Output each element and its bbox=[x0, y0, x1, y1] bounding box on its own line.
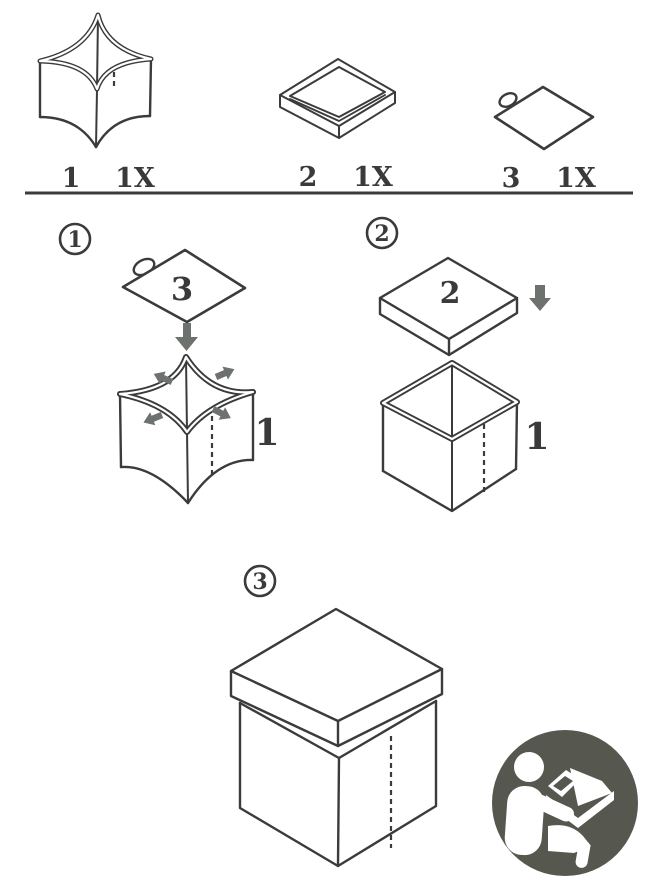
step-2-section bbox=[367, 218, 551, 511]
expand-arrow-icon bbox=[213, 363, 237, 384]
step-3-assembled-box-figure bbox=[231, 609, 442, 866]
reader-head bbox=[514, 752, 544, 782]
step-2-insert-part-label: 2 bbox=[439, 276, 461, 311]
part-1-collapsed-box-figure bbox=[40, 15, 151, 147]
part-1-quantity: 1X bbox=[115, 163, 155, 194]
down-arrow-icon bbox=[175, 323, 198, 351]
step-3-section bbox=[231, 566, 442, 866]
part-3-quantity: 1X bbox=[556, 163, 596, 194]
part-2-quantity: 1X bbox=[353, 162, 393, 193]
step-1-base-panel-figure bbox=[123, 250, 245, 322]
step-2-number-badge bbox=[367, 218, 397, 248]
step-1-box-figure bbox=[120, 357, 280, 503]
parts-row bbox=[40, 15, 596, 194]
step-3-number: 3 bbox=[252, 569, 268, 595]
read-manual-icon bbox=[492, 730, 638, 876]
step-3-number-badge bbox=[245, 566, 275, 596]
step-1-number: 1 bbox=[67, 227, 83, 253]
part-2-number: 2 bbox=[298, 162, 318, 193]
part-2-lid-figure bbox=[280, 59, 395, 138]
step-1-insert-part-label: 3 bbox=[170, 270, 194, 308]
step-2-lid-figure bbox=[380, 258, 517, 355]
down-arrow-icon bbox=[529, 285, 551, 311]
part-1-number: 1 bbox=[61, 163, 81, 194]
step-2-number: 2 bbox=[374, 221, 390, 247]
part-3-panel-figure bbox=[495, 87, 593, 149]
step-1-target-part-label: 1 bbox=[254, 412, 280, 454]
part-3-number: 3 bbox=[501, 163, 521, 194]
step-2-target-part-label: 1 bbox=[524, 416, 550, 458]
step-2-box-figure bbox=[383, 363, 550, 511]
step-1-number-badge bbox=[60, 224, 90, 254]
step-1-section bbox=[60, 224, 280, 503]
